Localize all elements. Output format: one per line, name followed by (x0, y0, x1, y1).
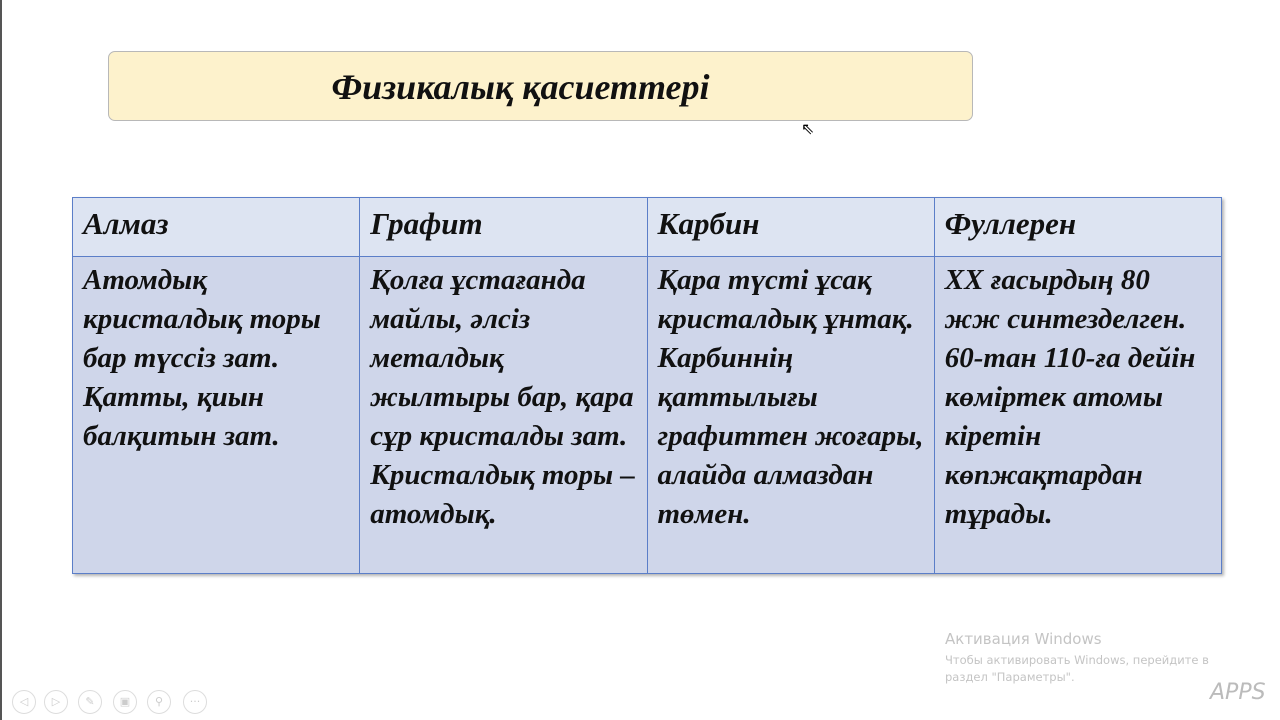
cell-grafit: Қолға ұстағанда майлы, әлсіз металдық жылтыры бар, қара сұр кристалды зат. Кристалдық торы – атомдық. (360, 257, 647, 574)
table-row (73, 257, 1222, 574)
zoom-button[interactable]: ⚲ (147, 690, 171, 714)
header-grafit: Графит (360, 198, 647, 257)
cell-fulleren: XX ғасырдың 80 жж синтезделген. 60-тан 110-ға дейін көміртек атомы кіретін көпжақтардан тұрады. (934, 257, 1221, 574)
header-almaz: Алмаз (73, 198, 360, 257)
watermark-line2: Чтобы активировать Windows, перейдите в (945, 653, 1209, 667)
table-header-row (73, 198, 1222, 257)
properties-table (72, 197, 1222, 574)
more-options-button[interactable]: ··· (183, 690, 207, 714)
recorder-logo: APPS (1210, 680, 1266, 705)
watermark-line3: раздел "Параметры". (945, 670, 1075, 684)
pen-tool-button[interactable]: ✎ (78, 690, 102, 714)
windows-activation-watermark (945, 630, 1209, 686)
mouse-cursor-icon: ⇖ (801, 119, 815, 138)
header-karbin: Карбин (647, 198, 934, 257)
next-slide-button[interactable]: ▷ (44, 690, 68, 714)
slide-title-box (108, 51, 973, 121)
cell-karbin: Қара түсті ұсақ кристалдық ұнтақ. Карбиннің қаттылығы графиттен жоғары, алайда алмаздан төмен. (647, 257, 934, 574)
watermark-title: Активация Windows (945, 630, 1102, 648)
window-edge (0, 0, 2, 720)
slide-title: Физикалық қасиеттері (331, 67, 710, 107)
header-fulleren: Фуллерен (934, 198, 1221, 257)
slides-view-button[interactable]: ▣ (113, 690, 137, 714)
cell-almaz: Атомдық кристалдық торы бар түссіз зат. Қатты, қиын балқитын зат. (73, 257, 360, 574)
previous-slide-button[interactable]: ◁ (12, 690, 36, 714)
